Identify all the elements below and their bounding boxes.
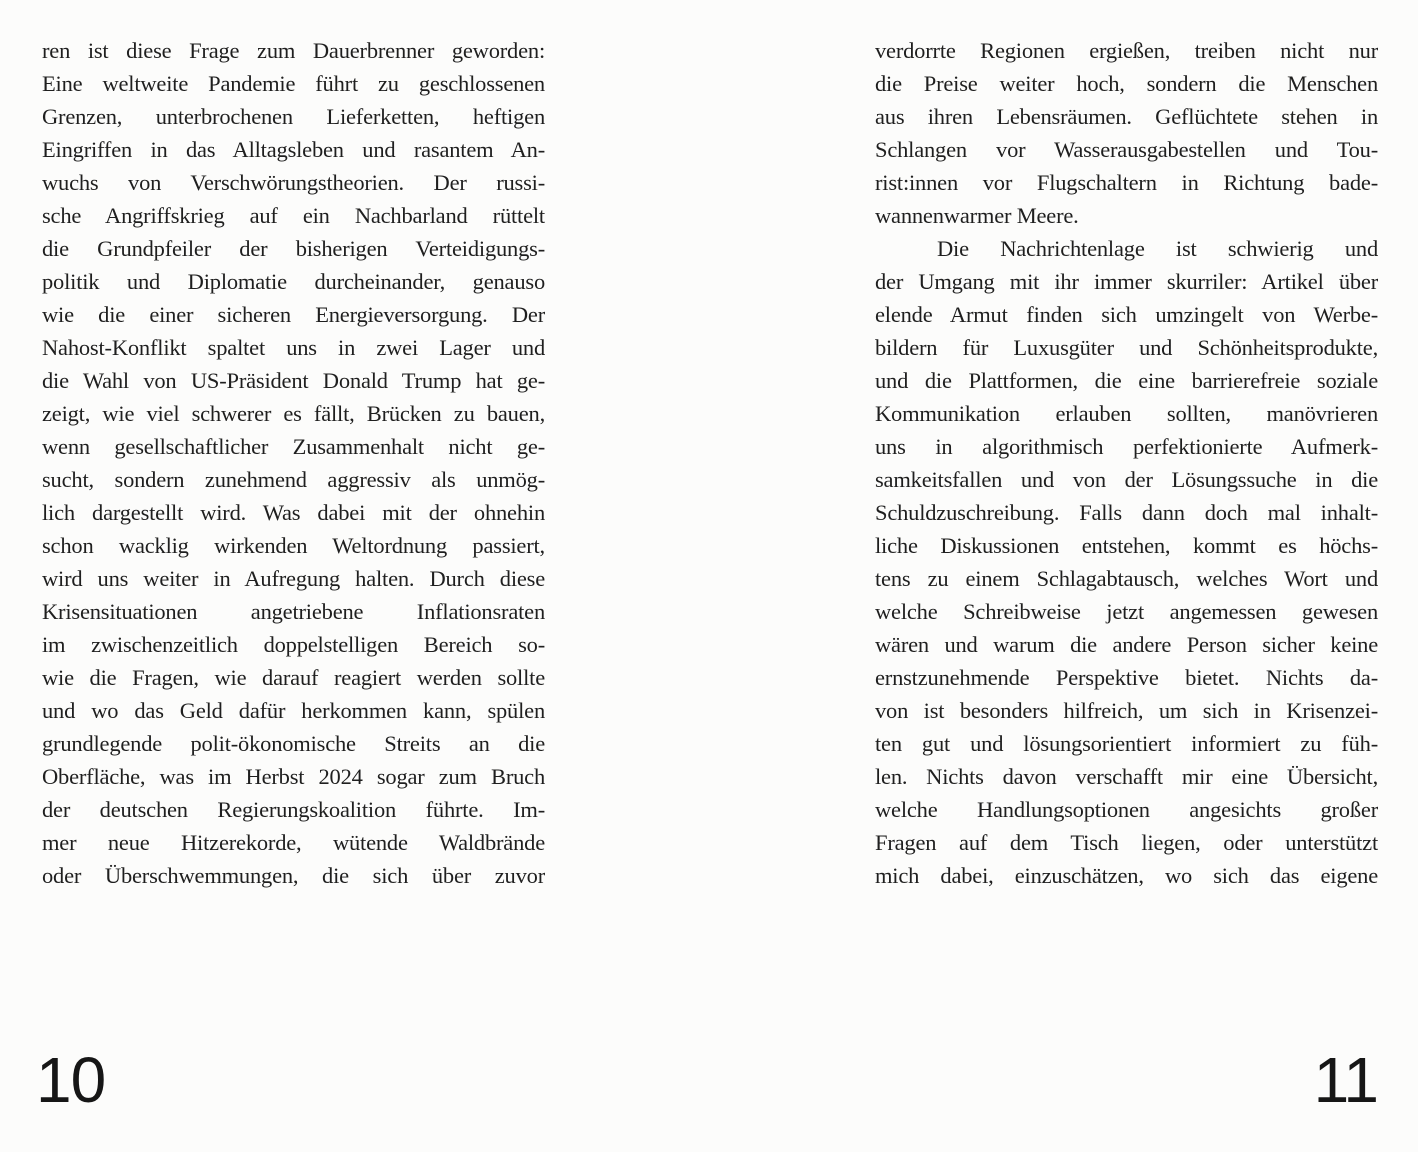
text-line: Die Nachrichtenlage ist schwierig und xyxy=(937,236,1378,261)
text-line: ernstzunehmende Perspektive bietet. Nichts da- xyxy=(875,665,1378,690)
text-line: der Umgang mit ihr immer skurriler: Artikel über xyxy=(875,269,1378,294)
text-line: Nahost-Konflikt spaltet uns in zwei Lager und xyxy=(42,335,545,360)
text-line: grundlegende polit-ökonomische Streits an die xyxy=(42,731,545,756)
text-line: der deutschen Regierungskoalition führte. Im- xyxy=(42,797,545,822)
text-line: welche Schreibweise jetzt angemessen gewesen xyxy=(875,599,1378,624)
text-line: elende Armut finden sich umzingelt von Werbe- xyxy=(875,302,1378,327)
text-line: len. Nichts davon verschafft mir eine Übersicht, xyxy=(875,764,1378,789)
text-line: liche Diskussionen entstehen, kommt es höchs- xyxy=(875,533,1378,558)
text-line: sche Angriffskrieg auf ein Nachbarland rüttelt xyxy=(42,203,545,228)
text-line: oder Überschwemmungen, die sich über zuvor xyxy=(42,863,545,888)
left-page-text-column xyxy=(42,34,545,892)
text-line: samkeitsfallen und von der Lösungssuche in die xyxy=(875,467,1378,492)
page-number-right: 11 xyxy=(1313,1044,1378,1116)
text-line: Oberfläche, was im Herbst 2024 sogar zum Bruch xyxy=(42,764,545,789)
text-line: aus ihren Lebensräumen. Geflüchtete stehen in xyxy=(875,104,1378,129)
text-line: Kommunikation erlauben sollten, manövrieren xyxy=(875,401,1378,426)
text-line: rist:innen vor Flugschaltern in Richtung bade- xyxy=(875,170,1378,195)
text-line: schon wacklig wirkenden Weltordnung passiert, xyxy=(42,533,545,558)
text-line: die Preise weiter hoch, sondern die Menschen xyxy=(875,71,1378,96)
text-line: wird uns weiter in Aufregung halten. Durch diese xyxy=(42,566,545,591)
text-line: Eingriffen in das Alltagsleben und rasantem An- xyxy=(42,137,545,162)
text-line: wannenwarmer Meere. xyxy=(875,203,1079,228)
text-line: ten gut und lösungsorientiert informiert zu füh- xyxy=(875,731,1378,756)
text-line: Schlangen vor Wasserausgabestellen und Tou- xyxy=(875,137,1378,162)
text-line: mich dabei, einzuschätzen, wo sich das eigene xyxy=(875,863,1378,888)
text-line: mer neue Hitzerekorde, wütende Waldbrände xyxy=(42,830,545,855)
text-line: verdorrte Regionen ergießen, treiben nicht nur xyxy=(875,38,1378,63)
text-line: sucht, sondern zunehmend aggressiv als unmög- xyxy=(42,467,545,492)
text-line: Schuldzuschreibung. Falls dann doch mal inhalt- xyxy=(875,500,1378,525)
page-number-left: 10 xyxy=(36,1044,106,1116)
text-line: die Grundpfeiler der bisherigen Verteidigungs- xyxy=(42,236,545,261)
text-line: ren ist diese Frage zum Dauerbrenner geworden: xyxy=(42,38,545,63)
text-line: wuchs von Verschwörungstheorien. Der russi- xyxy=(42,170,545,195)
right-page-text-column xyxy=(875,34,1378,892)
text-line: Grenzen, unterbrochenen Lieferketten, heftigen xyxy=(42,104,545,129)
text-line: politik und Diplomatie durcheinander, genauso xyxy=(42,269,545,294)
text-line: Fragen auf dem Tisch liegen, oder unterstützt xyxy=(875,830,1378,855)
text-line: wären und warum die andere Person sicher keine xyxy=(875,632,1378,657)
text-line: und wo das Geld dafür herkommen kann, spülen xyxy=(42,698,545,723)
text-line: zeigt, wie viel schwerer es fällt, Brücken zu bauen, xyxy=(42,401,545,426)
text-line: wenn gesellschaftlicher Zusammenhalt nicht ge- xyxy=(42,434,545,459)
text-line: uns in algorithmisch perfektionierte Aufmerk- xyxy=(875,434,1378,459)
text-line: Eine weltweite Pandemie führt zu geschlossenen xyxy=(42,71,545,96)
text-line: tens zu einem Schlagabtausch, welches Wort und xyxy=(875,566,1378,591)
text-line: bildern für Luxusgüter und Schönheitsprodukte, xyxy=(875,335,1378,360)
text-line: von ist besonders hilfreich, um sich in Krisenzei- xyxy=(875,698,1378,723)
text-line: im zwischenzeitlich doppelstelligen Bereich so- xyxy=(42,632,545,657)
text-line: welche Handlungsoptionen angesichts großer xyxy=(875,797,1378,822)
text-line: die Wahl von US-Präsident Donald Trump hat ge- xyxy=(42,368,545,393)
text-line: lich dargestellt wird. Was dabei mit der ohnehin xyxy=(42,500,545,525)
text-line: wie die Fragen, wie darauf reagiert werden sollte xyxy=(42,665,545,690)
text-line: und die Plattformen, die eine barrierefreie soziale xyxy=(875,368,1378,393)
text-line: Krisensituationen angetriebene Inflationsraten xyxy=(42,599,545,624)
text-line: wie die einer sicheren Energieversorgung. Der xyxy=(42,302,545,327)
